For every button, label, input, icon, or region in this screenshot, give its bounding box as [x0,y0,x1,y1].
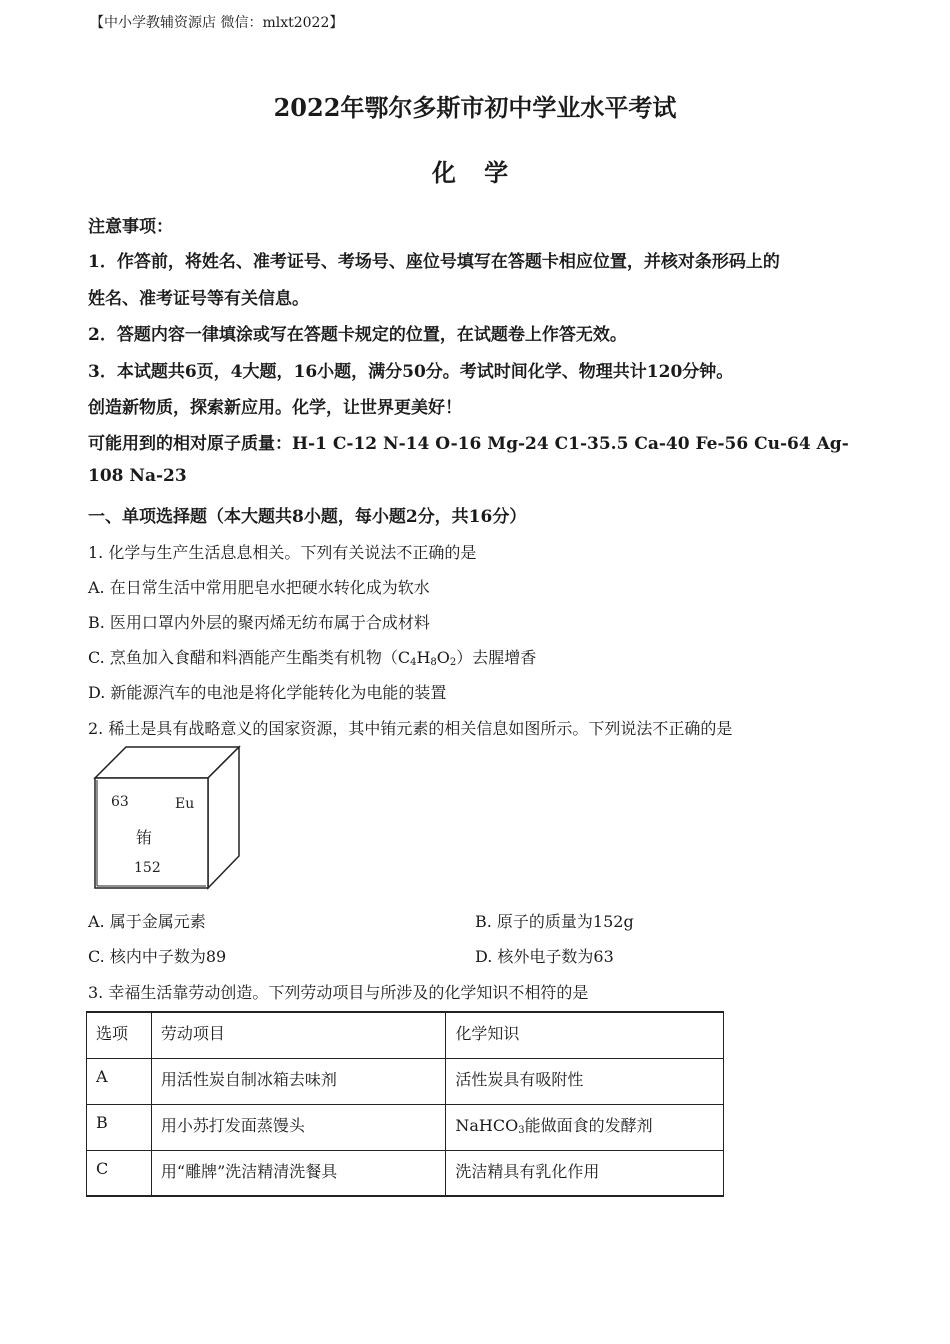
q2-stem: 2. 稀土是具有战略意义的国家资源，其中铕元素的相关信息如图所示。下列说法不正确的是 [88,719,733,738]
q3-stem: 3. 幸福生活靠劳动创造。下列劳动项目与所涉及的化学知识不相符的是 [88,983,589,1002]
q2-option-c: C. 核内中子数为89 [88,947,227,966]
exam-title: 2022年鄂尔多斯市初中学业水平考试 [273,93,677,122]
row-a-option: A [87,1058,152,1104]
row-b-task: 用小苏打发面蒸馒头 [151,1104,445,1150]
header-option: 选项 [87,1012,152,1058]
header-note: 【中小学教辅资源店 微信：mlxt2022】 [90,15,344,31]
table-row [87,1104,724,1150]
q3-table [86,1011,724,1197]
table-row [87,1058,724,1104]
row-a-task: 用活性炭自制冰箱去味剂 [151,1058,445,1104]
element-symbol: Eu [175,796,195,812]
section-heading: 一、单项选择题（本大题共8小题，每小题2分，共16分） [88,507,527,527]
q1-stem: 1. 化学与生产生活息息相关。下列有关说法不正确的是 [88,543,477,562]
notice-item-3: 3．本试题共6页，4大题，16小题，满分50分。考试时间化学、物理共计120分钟。 [88,362,734,382]
element-name: 铕 [136,828,153,847]
element-mass: 152 [134,860,161,876]
element-cell-figure [90,744,242,892]
row-c-option: C [87,1150,152,1196]
q2-option-d: D. 核外电子数为63 [475,947,614,966]
row-c-task: 用“雕牌”洗洁精清洗餐具 [151,1150,445,1196]
slogan: 创造新物质，探索新应用。化学，让世界更美好！ [88,398,462,418]
element-atomic-number: 63 [111,794,129,810]
notice-heading: 注意事项： [88,217,173,237]
q1-option-d: D. 新能源汽车的电池是将化学能转化为电能的装置 [88,683,447,702]
q1-option-c: C. 烹鱼加入食醋和料酒能产生酯类有机物$(C_4H_8O_2)$去腥增香 [88,648,537,668]
notice-item-2: 2．答题内容一律填涂或写在答题卡规定的位置，在试题卷上作答无效。 [88,325,627,345]
header-task: 劳动项目 [151,1012,445,1058]
notice-item-1: 1．作答前，将姓名、准考证号、考场号、座位号填写在答题卡相应位置，并核对条形码上的 [88,252,780,272]
q1-option-b: B. 医用口罩内外层的聚丙烯无纺布属于合成材料 [88,613,430,632]
table-header-row [87,1012,724,1058]
row-a-knowledge: 活性炭具有吸附性 [446,1058,724,1104]
q1-option-a: A. 在日常生活中常用肥皂水把硬水转化成为软水 [88,578,430,597]
atomic-mass-line-2: 108 Na-23 [88,466,187,486]
notice-item-1-cont: 姓名、准考证号等有关信息。 [88,289,309,309]
q2-option-b: B. 原子的质量为152g [475,912,634,931]
q2-option-a: A. 属于金属元素 [88,912,206,931]
header-knowledge: 化学知识 [446,1012,724,1058]
table-row [87,1150,724,1196]
row-b-option: B [87,1104,152,1150]
row-c-knowledge: 洗洁精具有乳化作用 [446,1150,724,1196]
subject-title: 化 学 [431,158,519,187]
element-cube-drawing [90,744,242,892]
atomic-mass-line-1: 可能用到的相对原子质量：H-1 C-12 N-14 O-16 Mg-24 C1-35.5 Ca-40 Fe-56 Cu-64 Ag- [88,434,849,454]
row-b-knowledge: NaHCO$_3$能做面食的发酵剂 [446,1104,724,1150]
